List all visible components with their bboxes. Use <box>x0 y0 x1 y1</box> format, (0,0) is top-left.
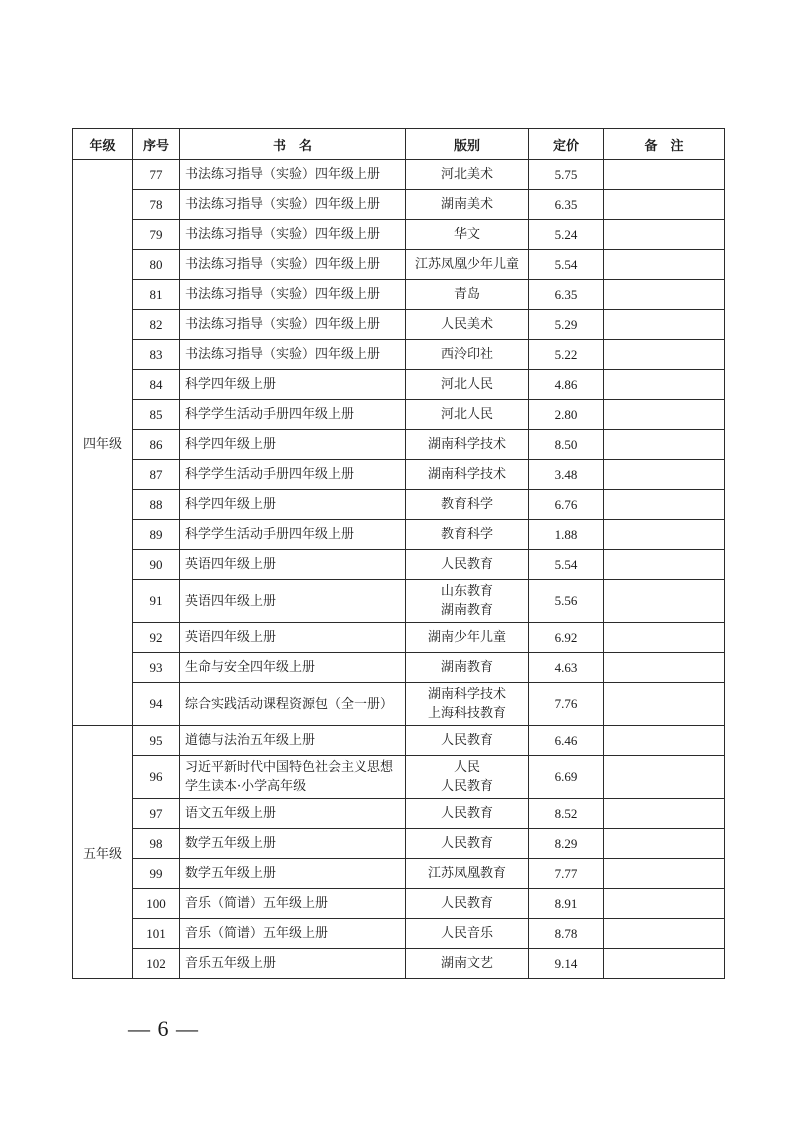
header-title: 书 名 <box>180 129 406 160</box>
publisher-cell <box>406 430 529 460</box>
table-row <box>73 490 725 520</box>
serial-number-cell: 97 <box>133 799 180 829</box>
serial-number-cell: 95 <box>133 726 180 756</box>
book-title-cell: 数学五年级上册 <box>180 829 406 859</box>
publisher-cell <box>406 623 529 653</box>
publisher-name: 湖南文艺 <box>440 956 493 971</box>
publisher-name: 湖南教育 <box>440 660 493 675</box>
publisher-cell <box>406 949 529 979</box>
book-title-cell: 英语四年级上册 <box>180 580 406 623</box>
serial-number-cell: 102 <box>133 949 180 979</box>
price-cell: 8.52 <box>529 799 604 829</box>
table-row <box>73 310 725 340</box>
publisher-name: 华文 <box>453 227 480 242</box>
publisher-name: 青岛 <box>453 287 480 302</box>
publisher-cell <box>406 653 529 683</box>
publisher-name: 湖南少年儿童 <box>427 630 506 645</box>
book-title-cell: 生命与安全四年级上册 <box>180 653 406 683</box>
table-row <box>73 460 725 490</box>
table-row <box>73 580 725 623</box>
table-row <box>73 653 725 683</box>
table-row <box>73 799 725 829</box>
serial-number-cell: 98 <box>133 829 180 859</box>
book-title-cell: 音乐（简谱）五年级上册 <box>180 919 406 949</box>
publisher-cell <box>406 756 529 799</box>
note-cell <box>604 460 725 490</box>
note-cell <box>604 829 725 859</box>
table-row <box>73 949 725 979</box>
publisher-cell <box>406 310 529 340</box>
book-title-cell: 英语四年级上册 <box>180 623 406 653</box>
publisher-name: 上海科技教育 <box>427 706 506 721</box>
book-title-cell: 科学四年级上册 <box>180 490 406 520</box>
price-cell: 3.48 <box>529 460 604 490</box>
serial-number-cell: 96 <box>133 756 180 799</box>
book-title-cell: 道德与法治五年级上册 <box>180 726 406 756</box>
publisher-name: 河北美术 <box>440 167 493 182</box>
header-price: 定价 <box>529 129 604 160</box>
table-row <box>73 550 725 580</box>
publisher-name: 西泠印社 <box>440 347 493 362</box>
table-row <box>73 250 725 280</box>
header-grade: 年级 <box>73 129 133 160</box>
header-row <box>73 129 725 160</box>
publisher-cell <box>406 490 529 520</box>
book-title-cell: 书法练习指导（实验）四年级上册 <box>180 220 406 250</box>
publisher-name: 教育科学 <box>440 497 493 512</box>
serial-number-cell: 85 <box>133 400 180 430</box>
serial-number-cell: 86 <box>133 430 180 460</box>
publisher-name: 人民教育 <box>440 779 493 794</box>
page-number: — 6 — <box>128 1016 199 1041</box>
note-cell <box>604 430 725 460</box>
book-title-cell: 书法练习指导（实验）四年级上册 <box>180 310 406 340</box>
note-cell <box>604 280 725 310</box>
publisher-cell <box>406 370 529 400</box>
publisher-cell <box>406 829 529 859</box>
serial-number-cell: 94 <box>133 683 180 726</box>
publisher-cell <box>406 683 529 726</box>
note-cell <box>604 726 725 756</box>
book-title-cell: 数学五年级上册 <box>180 859 406 889</box>
book-title-cell: 科学学生活动手册四年级上册 <box>180 460 406 490</box>
serial-number-cell: 93 <box>133 653 180 683</box>
table-row <box>73 280 725 310</box>
serial-number-cell: 80 <box>133 250 180 280</box>
book-title-cell: 音乐（简谱）五年级上册 <box>180 889 406 919</box>
price-cell: 2.80 <box>529 400 604 430</box>
publisher-cell <box>406 400 529 430</box>
publisher-cell <box>406 550 529 580</box>
serial-number-cell: 82 <box>133 310 180 340</box>
serial-number-cell: 92 <box>133 623 180 653</box>
textbook-price-table <box>72 128 725 979</box>
serial-number-cell: 84 <box>133 370 180 400</box>
table-row <box>73 919 725 949</box>
publisher-name: 人民 <box>453 760 480 775</box>
note-cell <box>604 160 725 190</box>
note-cell <box>604 683 725 726</box>
note-cell <box>604 190 725 220</box>
serial-number-cell: 81 <box>133 280 180 310</box>
header-note: 备 注 <box>604 129 725 160</box>
publisher-name: 河北人民 <box>440 377 493 392</box>
book-title-cell: 书法练习指导（实验）四年级上册 <box>180 190 406 220</box>
serial-number-cell: 83 <box>133 340 180 370</box>
publisher-cell <box>406 340 529 370</box>
publisher-name: 人民教育 <box>440 896 493 911</box>
publisher-name: 湖南科学技术 <box>427 437 506 452</box>
book-title-cell: 综合实践活动课程资源包（全一册） <box>180 683 406 726</box>
table-header <box>73 129 725 160</box>
price-cell: 7.76 <box>529 683 604 726</box>
serial-number-cell: 101 <box>133 919 180 949</box>
book-title-cell: 书法练习指导（实验）四年级上册 <box>180 160 406 190</box>
price-cell: 5.56 <box>529 580 604 623</box>
serial-number-cell: 89 <box>133 520 180 550</box>
publisher-cell <box>406 520 529 550</box>
serial-number-cell: 91 <box>133 580 180 623</box>
table-row <box>73 190 725 220</box>
price-cell: 6.69 <box>529 756 604 799</box>
serial-number-cell: 78 <box>133 190 180 220</box>
publisher-name: 江苏凤凰少年儿童 <box>414 257 519 272</box>
publisher-cell <box>406 580 529 623</box>
price-cell: 5.22 <box>529 340 604 370</box>
price-cell: 5.29 <box>529 310 604 340</box>
publisher-cell <box>406 220 529 250</box>
note-cell <box>604 520 725 550</box>
publisher-name: 湖南科学技术 <box>427 467 506 482</box>
publisher-name: 湖南美术 <box>440 197 493 212</box>
serial-number-cell: 79 <box>133 220 180 250</box>
publisher-name: 江苏凤凰教育 <box>427 866 506 881</box>
price-cell: 9.14 <box>529 949 604 979</box>
price-cell: 6.46 <box>529 726 604 756</box>
publisher-name: 人民教育 <box>440 733 493 748</box>
price-cell: 6.92 <box>529 623 604 653</box>
table-body <box>73 160 725 979</box>
publisher-cell <box>406 160 529 190</box>
book-title-cell: 英语四年级上册 <box>180 550 406 580</box>
price-cell: 4.63 <box>529 653 604 683</box>
grade-cell: 五年级 <box>73 726 133 979</box>
table-row <box>73 829 725 859</box>
book-title-cell: 音乐五年级上册 <box>180 949 406 979</box>
serial-number-cell: 100 <box>133 889 180 919</box>
publisher-cell <box>406 889 529 919</box>
publisher-name: 人民教育 <box>440 806 493 821</box>
table-row <box>73 370 725 400</box>
publisher-cell <box>406 799 529 829</box>
book-title-cell: 书法练习指导（实验）四年级上册 <box>180 340 406 370</box>
price-cell: 6.35 <box>529 280 604 310</box>
price-cell: 6.76 <box>529 490 604 520</box>
book-title-cell: 语文五年级上册 <box>180 799 406 829</box>
table-row <box>73 859 725 889</box>
book-title-cell: 科学四年级上册 <box>180 430 406 460</box>
note-cell <box>604 310 725 340</box>
header-no: 序号 <box>133 129 180 160</box>
book-title-cell: 书法练习指导（实验）四年级上册 <box>180 250 406 280</box>
note-cell <box>604 250 725 280</box>
publisher-name: 人民音乐 <box>440 926 493 941</box>
price-cell: 8.78 <box>529 919 604 949</box>
price-cell: 5.54 <box>529 250 604 280</box>
publisher-name: 人民教育 <box>440 557 493 572</box>
note-cell <box>604 949 725 979</box>
book-title-cell: 书法练习指导（实验）四年级上册 <box>180 280 406 310</box>
publisher-cell <box>406 190 529 220</box>
serial-number-cell: 90 <box>133 550 180 580</box>
publisher-name: 人民教育 <box>440 836 493 851</box>
table-row <box>73 220 725 250</box>
note-cell <box>604 859 725 889</box>
note-cell <box>604 756 725 799</box>
book-title-cell: 科学学生活动手册四年级上册 <box>180 520 406 550</box>
publisher-cell <box>406 859 529 889</box>
note-cell <box>604 490 725 520</box>
book-title-cell: 科学学生活动手册四年级上册 <box>180 400 406 430</box>
price-cell: 4.86 <box>529 370 604 400</box>
price-cell: 6.35 <box>529 190 604 220</box>
price-cell: 1.88 <box>529 520 604 550</box>
publisher-cell <box>406 460 529 490</box>
price-cell: 8.50 <box>529 430 604 460</box>
publisher-cell <box>406 919 529 949</box>
table-row <box>73 683 725 726</box>
publisher-cell <box>406 726 529 756</box>
table-row <box>73 400 725 430</box>
note-cell <box>604 580 725 623</box>
note-cell <box>604 919 725 949</box>
note-cell <box>604 400 725 430</box>
book-title-cell: 科学四年级上册 <box>180 370 406 400</box>
publisher-name: 人民美术 <box>440 317 493 332</box>
note-cell <box>604 550 725 580</box>
book-title-cell: 习近平新时代中国特色社会主义思想学生读本·小学高年级 <box>180 756 406 799</box>
publisher-name: 教育科学 <box>440 527 493 542</box>
publisher-cell <box>406 250 529 280</box>
table-row <box>73 726 725 756</box>
publisher-name: 山东教育 <box>440 584 493 599</box>
price-cell: 8.29 <box>529 829 604 859</box>
publisher-name: 湖南科学技术 <box>427 687 506 702</box>
price-cell: 7.77 <box>529 859 604 889</box>
header-publisher: 版别 <box>406 129 529 160</box>
note-cell <box>604 623 725 653</box>
price-cell: 5.54 <box>529 550 604 580</box>
table-row <box>73 430 725 460</box>
publisher-cell <box>406 280 529 310</box>
price-cell: 8.91 <box>529 889 604 919</box>
table-row <box>73 340 725 370</box>
serial-number-cell: 77 <box>133 160 180 190</box>
note-cell <box>604 370 725 400</box>
note-cell <box>604 653 725 683</box>
table-row <box>73 160 725 190</box>
table-row <box>73 520 725 550</box>
serial-number-cell: 88 <box>133 490 180 520</box>
grade-cell: 四年级 <box>73 160 133 726</box>
note-cell <box>604 889 725 919</box>
publisher-name: 湖南教育 <box>440 603 493 618</box>
note-cell <box>604 220 725 250</box>
note-cell <box>604 799 725 829</box>
table-row <box>73 756 725 799</box>
table-row <box>73 623 725 653</box>
table-row <box>73 889 725 919</box>
note-cell <box>604 340 725 370</box>
serial-number-cell: 99 <box>133 859 180 889</box>
serial-number-cell: 87 <box>133 460 180 490</box>
price-cell: 5.75 <box>529 160 604 190</box>
publisher-name: 河北人民 <box>440 407 493 422</box>
price-cell: 5.24 <box>529 220 604 250</box>
